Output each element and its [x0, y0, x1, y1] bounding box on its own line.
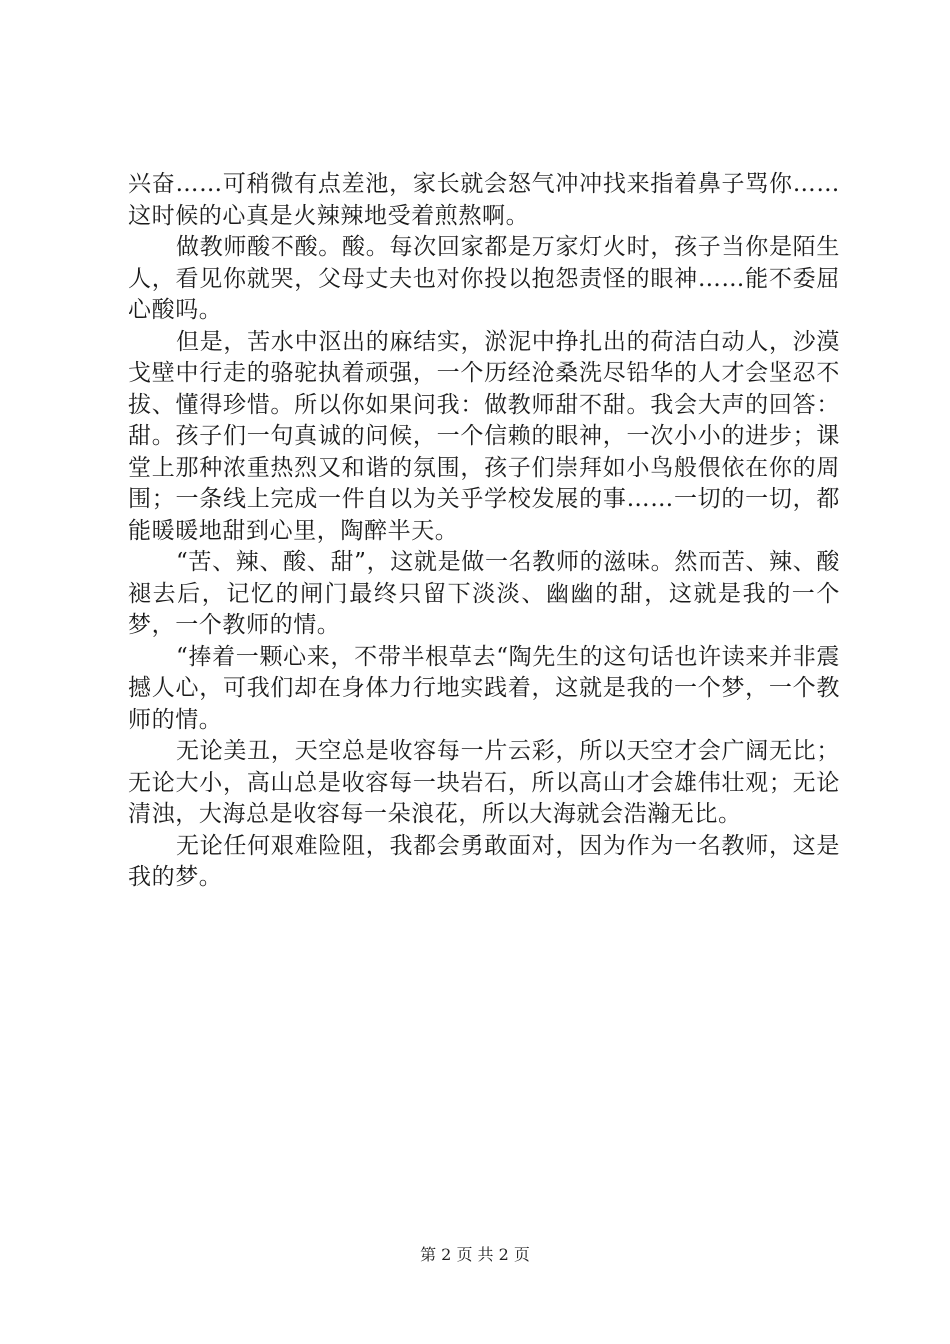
page-number-label: 第 2 页 共 2 页 — [420, 1245, 530, 1264]
paragraph-3: 但是，苦水中沤出的麻结实，淤泥中挣扎出的荷洁白动人，沙漠戈壁中行走的骆驼执着顽强，一个历经沧桑洗尽铅华的人才会坚忍不拔、懂得珍惜。所以你如果问我：做教师甜不甜。我会大声的回答：甜。孩子们一句真诚的问候，一个信赖的眼神，一次小小的进步；课堂上那种浓重热烈又和谐的氛围，孩子们崇拜如小鸟般偎依在你的周围；一条线上完成一件自以为关乎学校发展的事……一切的一切，都能暖暖地甜到心里，陶醉半天。 — [128, 328, 840, 544]
document-body — [128, 169, 840, 894]
paragraph-6: 无论美丑，天空总是收容每一片云彩，所以天空才会广阔无比；无论大小，高山总是收容每一块岩石，所以高山才会雄伟壮观；无论清浊，大海总是收容每一朵浪花，所以大海就会浩瀚无比。 — [128, 738, 840, 827]
paragraph-1: 兴奋……可稍微有点差池，家长就会怒气冲冲找来指着鼻子骂你……这时候的心真是火辣辣地受着煎熬啊。 — [128, 171, 840, 229]
paragraph-7: 无论任何艰难险阻，我都会勇敢面对，因为作为一名教师，这是我的梦。 — [128, 832, 840, 890]
paragraph-4: “苦、辣、酸、甜”，这就是做一名教师的滋味。然而苦、辣、酸褪去后，记忆的闸门最终只留下淡淡、幽幽的甜，这就是我的一个梦，一个教师的情。 — [128, 549, 840, 638]
paragraph-2: 做教师酸不酸。酸。每次回家都是万家灯火时，孩子当你是陌生人，看见你就哭，父母丈夫也对你投以抱怨责怪的眼神……能不委屈心酸吗。 — [128, 234, 840, 323]
page-footer — [0, 1244, 950, 1266]
paragraph-5: “捧着一颗心来，不带半根草去“陶先生的这句话也许读来并非震撼人心，可我们却在身体力行地实践着，这就是我的一个梦，一个教师的情。 — [128, 643, 840, 733]
